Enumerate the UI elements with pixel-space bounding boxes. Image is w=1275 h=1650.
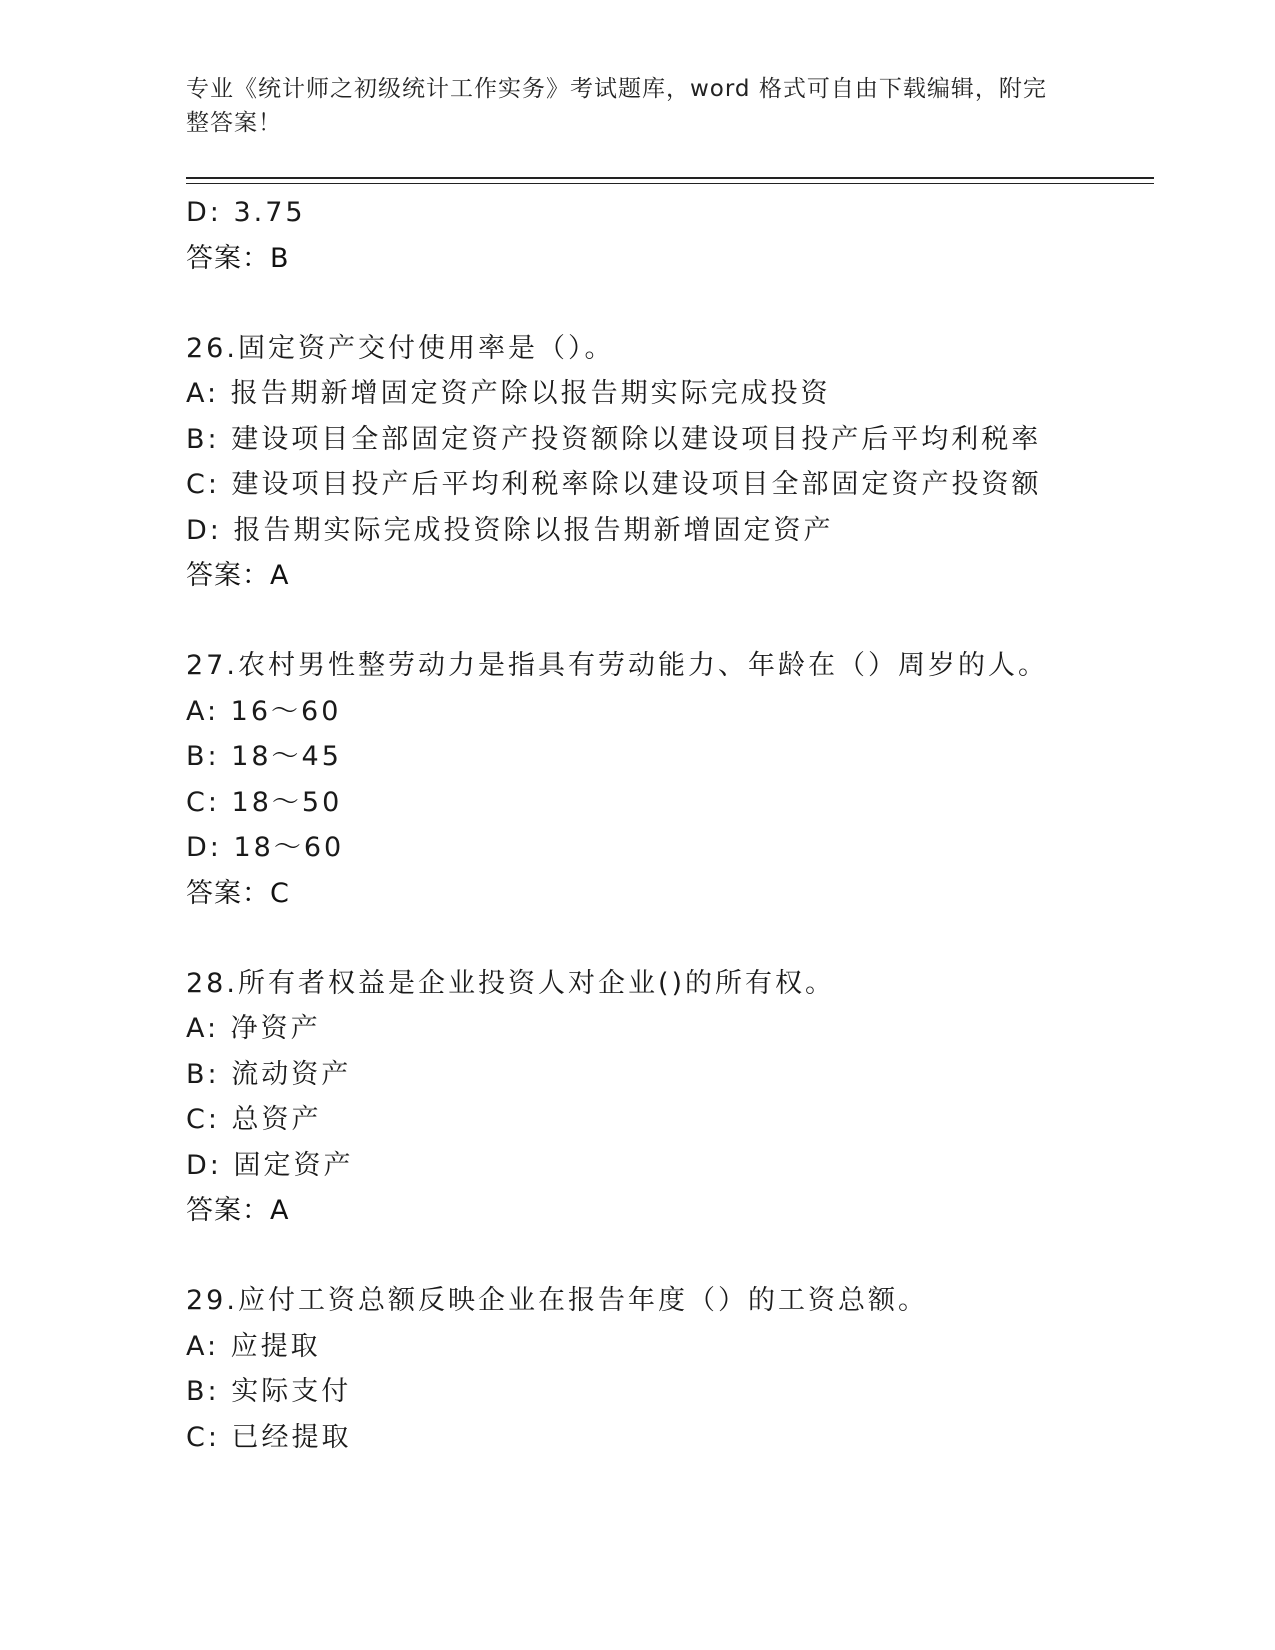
question-27 [186, 643, 1166, 917]
question-28 [186, 961, 1166, 1235]
answer-text: 答案：A [186, 560, 290, 591]
option-a: A: 净资产 [186, 1013, 321, 1044]
option-c: C: 18～50 [186, 786, 343, 818]
option-b: B: 实际支付 [186, 1376, 352, 1407]
option-a: A: 16～60 [186, 695, 342, 727]
option-d: D: 报告期实际完成投资除以报告期新增固定资产 [186, 514, 834, 546]
header-divider-thick [186, 177, 1154, 179]
page-header [186, 72, 1066, 140]
question-stem: 27.农村男性整劳动力是指具有劳动能力、年龄在（）周岁的人。 [186, 650, 1048, 681]
question-stem: 29.应付工资总额反映企业在报告年度（）的工资总额。 [186, 1285, 928, 1316]
option-c: C: 已经提取 [186, 1421, 352, 1453]
header-text-line-2: 整答案！ [186, 110, 282, 136]
question-26 [186, 326, 1166, 600]
header-text-line-1: 专业《统计师之初级统计工作实务》考试题库，word 格式可自由下载编辑，附完 [186, 76, 1047, 102]
option-c: C: 总资产 [186, 1104, 322, 1135]
option-d: D: 18～60 [186, 832, 345, 863]
option-a: A: 报告期新增固定资产除以报告期实际完成投资 [186, 378, 831, 409]
question-25-tail [186, 190, 1166, 282]
option-b: B: 建设项目全部固定资产投资额除以建设项目投产后平均利税率 [186, 423, 1042, 455]
question-content [186, 190, 1166, 1460]
question-stem: 26.固定资产交付使用率是（）。 [186, 332, 615, 364]
option-a: A: 应提取 [186, 1330, 321, 1362]
option-b: B: 18～45 [186, 741, 342, 772]
option-d: D: 固定资产 [186, 1149, 354, 1181]
answer-text: 答案：C [186, 877, 290, 909]
question-29 [186, 1278, 1166, 1460]
question-stem: 28.所有者权益是企业投资人对企业()的所有权。 [186, 967, 836, 999]
answer-text: 答案：A [186, 1195, 290, 1226]
header-divider-thin [186, 183, 1154, 184]
option-c: C: 建设项目投产后平均利税率除以建设项目全部固定资产投资额 [186, 469, 1042, 500]
answer-text: 答案：B [186, 242, 290, 274]
option-d: D: 3.75 [186, 197, 306, 228]
option-b: B: 流动资产 [186, 1058, 352, 1090]
